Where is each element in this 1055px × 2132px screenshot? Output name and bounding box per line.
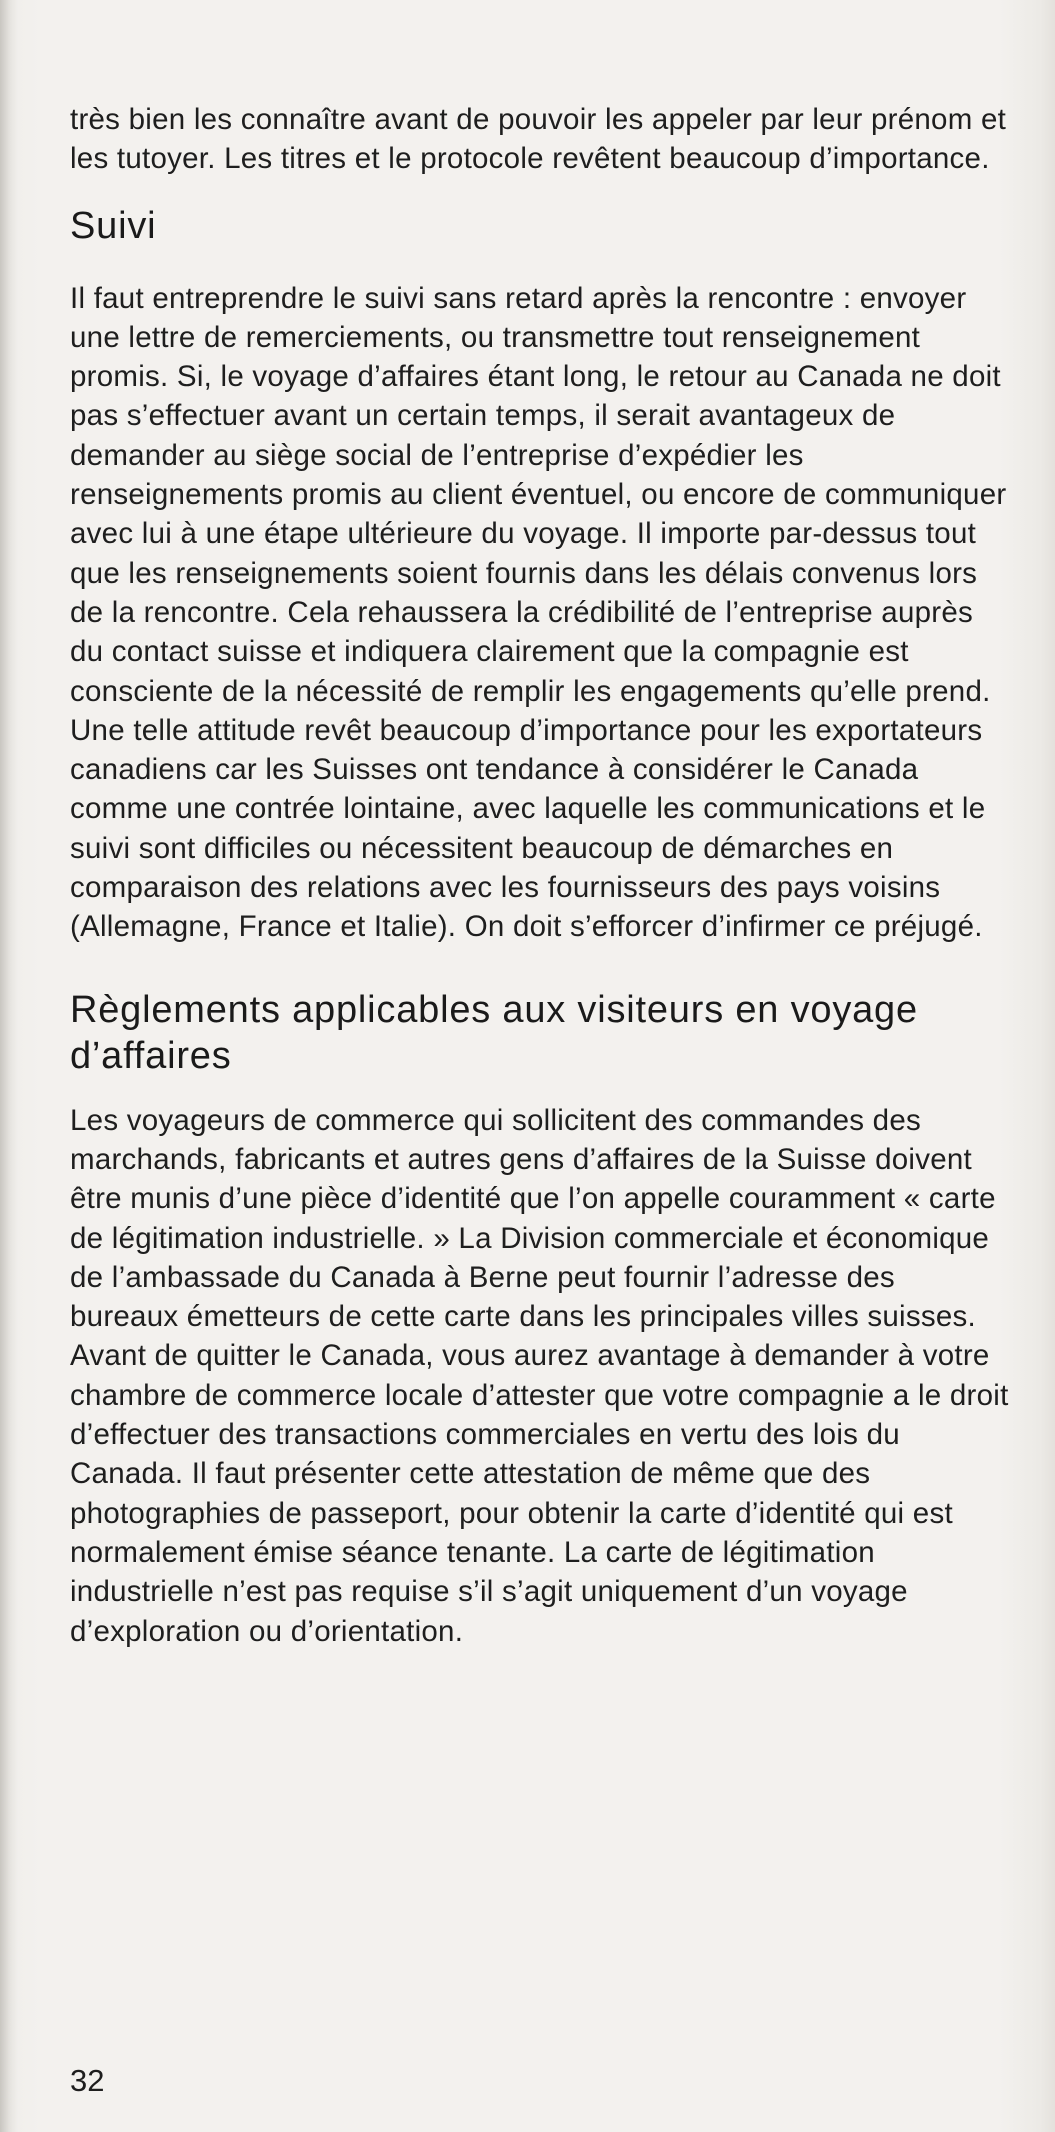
paragraph-suivi: Il faut entreprendre le suivi sans retard après la rencontre : envoyer une lettre de remerciements, ou transmettre tout renseignement promis. Si, le voyage d’affaires étant long, le retour au Canada ne doit pas s’effectuer avant un certain temps, il serait avantageux de demander au siège social de l’entreprise d’expédier les renseignements promis au client éventuel, ou encore de communiquer avec lui à une étape ultérieure du voyage. Il importe par-dessus tout que les renseignements soient fournis dans les délais convenus lors de la rencontre. Cela rehaussera la crédibilité de l’entreprise auprès du contact suisse et indiquera clairement que la compagnie est consciente de la nécessité de remplir les engagements qu’elle prend. Une telle attitude revêt beaucoup d’importance pour les exportateurs canadiens car les Suisses ont tendance à considérer le Canada comme une contrée lointaine, avec laquelle les communications et le suivi sont difficiles ou nécessitent beaucoup de démarches en comparaison des relations avec les fournisseurs des pays voisins (Allemagne, France et Italie). On doit s’efforcer d’infirmer ce préjugé.	[70, 281, 1007, 944]
page-number: 32	[70, 2063, 105, 2098]
heading-reglements: Règlements applicables aux visiteurs en voyage d’affaires	[70, 988, 918, 1077]
paragraph-intro: très bien les connaître avant de pouvoir les appeler par leur prénom et les tutoyer. Les titres et le protocole revêtent beaucoup d’importance.	[70, 103, 1007, 176]
page-content	[70, 100, 1010, 1651]
heading-suivi: Suivi	[70, 204, 157, 247]
paragraph-reglements: Les voyageurs de commerce qui sollicitent des commandes des marchands, fabricants et autres gens d’affaires de la Suisse doivent être munis d’une pièce d’identité que l’on appelle couramment « carte de légitimation industrielle. » La Division commerciale et économique de l’ambassade du Canada à Berne peut fournir l’adresse des bureaux émetteurs de cette carte dans les principales villes suisses. Avant de quitter le Canada, vous aurez avantage à demander à votre chambre de commerce locale d’attester que votre compagnie a le droit d’effectuer des transactions commerciales en vertu des lois du Canada. Il faut présenter cette attestation de même que des photographies de passeport, pour obtenir la carte d’identité qui est normalement émise séance tenante. La carte de légitimation industrielle n’est pas requise s’il s’agit uniquement d’un voyage d’exploration ou d’orientation.	[70, 1103, 1009, 1648]
